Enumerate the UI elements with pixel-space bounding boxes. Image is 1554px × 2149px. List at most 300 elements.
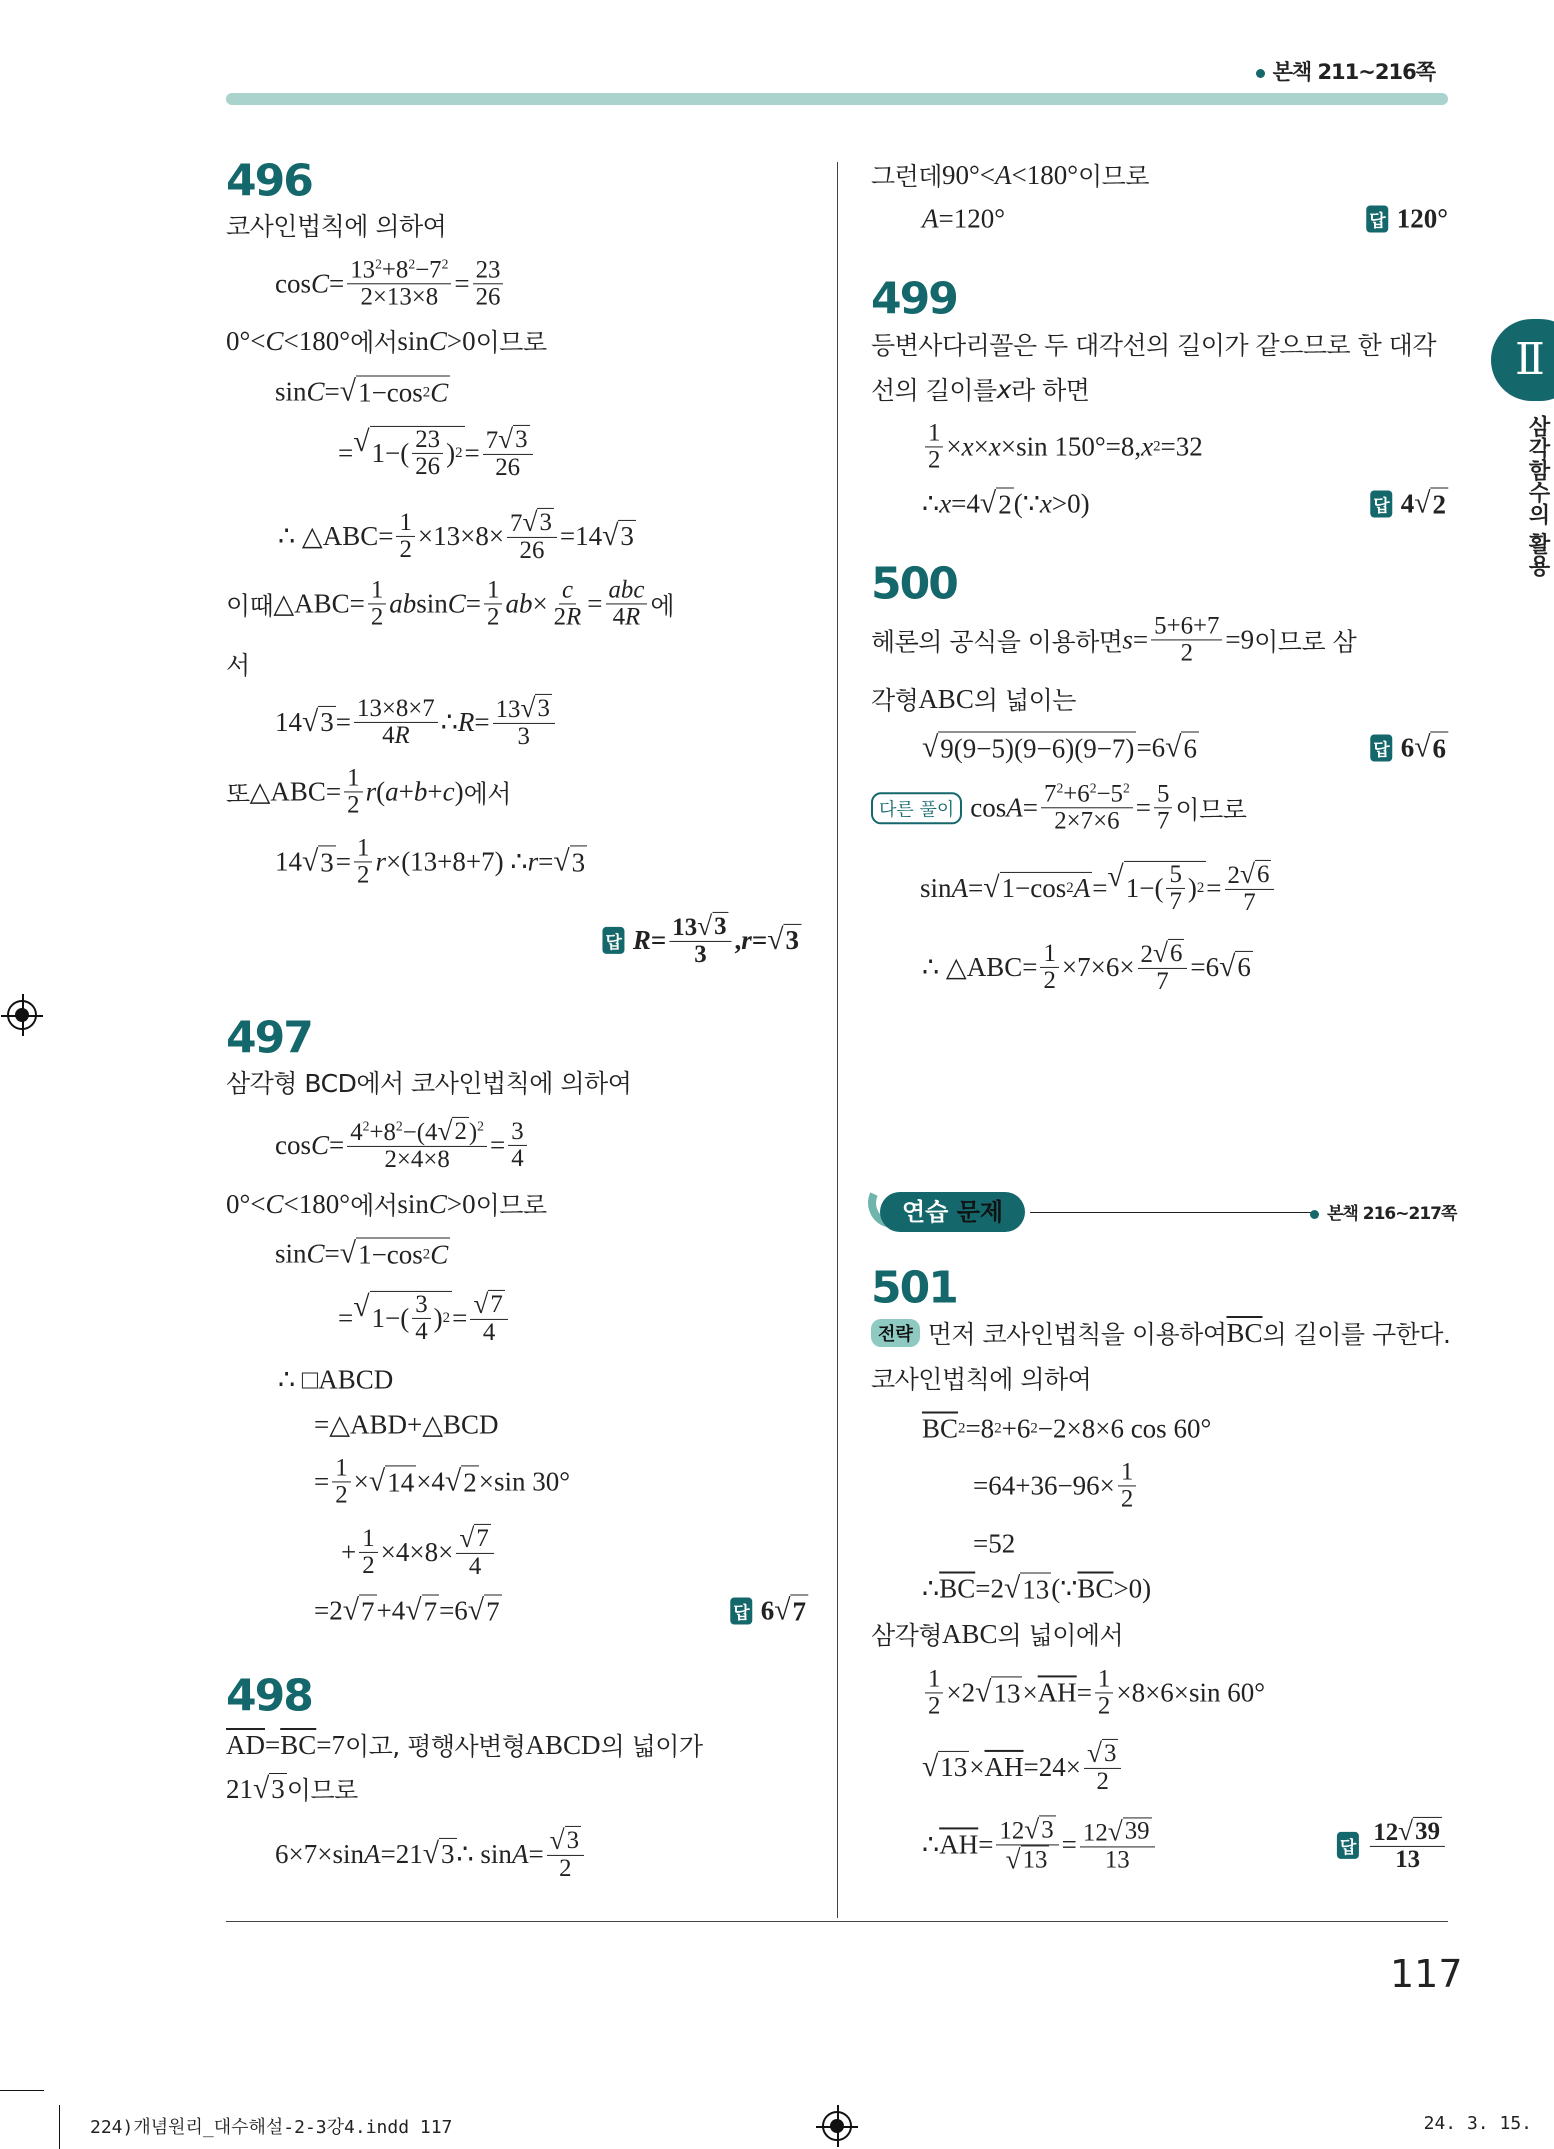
math-variable: x (1039, 488, 1052, 519)
denominator (359, 1553, 377, 1579)
math-text: 12 (999, 1817, 1025, 1845)
numerator (412, 1292, 430, 1319)
numerator (354, 695, 438, 722)
math-text: 1−( (1125, 873, 1164, 903)
math-text: = (452, 1302, 468, 1333)
math-text: 2 (399, 535, 412, 563)
radical-icon: √ (498, 423, 514, 454)
fraction (470, 1290, 507, 1346)
answer-497 (730, 1595, 808, 1628)
square-root (302, 846, 336, 879)
radicand (513, 425, 529, 454)
bullet-icon (1310, 1210, 1319, 1219)
math-text: =32 (1160, 431, 1203, 462)
math-text: 6 (1169, 939, 1183, 967)
fraction (925, 1666, 943, 1719)
math-text: ∴ △ABC= (922, 951, 1038, 982)
radicand (1255, 860, 1271, 889)
korean-text: 헤론의 공식을 이용하면 (871, 627, 1123, 656)
math-text: sin (275, 376, 307, 407)
radicand (1021, 1846, 1050, 1875)
solution-line (871, 681, 1076, 717)
solution-line (871, 371, 1089, 407)
radicand (570, 846, 588, 879)
math-text: ) (446, 438, 456, 468)
numerator (354, 835, 372, 862)
crop-mark (59, 2105, 60, 2149)
math-variable: ab (389, 588, 417, 619)
math-text: =7 (316, 1729, 345, 1760)
math-text: 6 (1432, 733, 1446, 763)
math-text: 7 (485, 426, 499, 454)
math-text: sin (275, 1238, 307, 1269)
square-root (1108, 1817, 1152, 1846)
exponent: 2 (375, 256, 382, 272)
math-text: 4 (1400, 488, 1415, 519)
korean-text: 이므로 (1175, 795, 1247, 824)
problem-number-499: 499 (871, 273, 957, 325)
fraction (551, 577, 585, 630)
math-text: , (734, 924, 742, 955)
square-root (423, 1838, 457, 1871)
exponent: 2 (362, 1118, 370, 1134)
math-variable: A (922, 203, 939, 234)
radicand (356, 376, 450, 409)
bullet-icon (1256, 69, 1265, 78)
math-text: 4 (382, 721, 395, 749)
square-root (1153, 939, 1184, 968)
crop-mark (0, 2090, 44, 2091)
solution-line (275, 835, 587, 888)
fraction (354, 835, 372, 888)
square-root (975, 1677, 1022, 1710)
denominator (1040, 968, 1058, 994)
math-text: = (1092, 872, 1108, 903)
math-text: 5 (1169, 860, 1182, 888)
math-text: 1−( (371, 1303, 410, 1333)
denominator (925, 1694, 943, 1720)
math-text: 2 (1096, 1768, 1109, 1795)
solution-line (922, 1739, 1124, 1795)
solution-line (922, 1414, 1211, 1445)
math-text: 3 (714, 912, 727, 940)
math-text: 26 (519, 537, 545, 564)
exponent: 2 (1056, 780, 1064, 796)
math-text: 2×4×8 (384, 1146, 450, 1173)
segment-name: $\overline{BC}$ (280, 1729, 317, 1760)
math-variable: C (265, 325, 284, 356)
square-root (602, 520, 636, 553)
math-text: >0 (446, 1188, 476, 1219)
math-text: = (324, 1238, 340, 1269)
denominator (610, 605, 644, 631)
numerator (1080, 1817, 1155, 1847)
math-variable: R (632, 924, 651, 955)
numerator (412, 427, 443, 454)
denominator (381, 1147, 452, 1173)
math-text: =14 (559, 520, 603, 551)
math-text: = (1132, 624, 1149, 655)
math-text: 12 (1082, 1818, 1108, 1846)
math-text: <180° (283, 325, 351, 356)
math-variable: x (1141, 431, 1154, 462)
math-text: =24× (1023, 1751, 1081, 1782)
square-root (459, 1524, 490, 1553)
math-text: 3 (1041, 1816, 1054, 1844)
fraction (347, 1117, 487, 1173)
math-text: = (538, 846, 554, 877)
math-text: 7 (361, 1596, 375, 1626)
math-text: ×7×6× (1061, 951, 1135, 982)
solution-line (226, 765, 511, 818)
math-text: 5 (1157, 780, 1170, 808)
math-text: × (532, 588, 548, 619)
problem-number-498: 498 (226, 1670, 312, 1722)
numerator (456, 1524, 493, 1554)
numerator (332, 1455, 350, 1482)
square-root (353, 426, 464, 480)
numerator (1370, 1817, 1445, 1847)
exponent: 2 (395, 1118, 403, 1134)
math-text: =9 (1225, 624, 1255, 655)
math-text: =2 (314, 1595, 343, 1626)
fraction (473, 257, 504, 310)
math-text: 6 (1183, 733, 1197, 763)
math-text: 1 (347, 764, 360, 792)
column-divider (837, 162, 838, 1918)
math-text: 6 (1256, 860, 1270, 888)
radical-icon: √ (1003, 1572, 1021, 1605)
radical-icon: √ (339, 375, 357, 408)
math-text: 0°< (226, 1188, 266, 1219)
radical-icon: √ (422, 1837, 439, 1870)
math-variable: x (939, 488, 952, 519)
radical-icon: √ (339, 1237, 357, 1270)
math-text: 7 (510, 509, 523, 537)
math-text: 2 (1120, 1485, 1134, 1513)
math-text: = (751, 924, 768, 955)
math-text: 7 (1243, 889, 1256, 916)
fraction (547, 1826, 584, 1882)
math-text: 13 (1022, 1846, 1048, 1874)
math-text: 3 (566, 1826, 580, 1854)
radical-icon: √ (467, 1594, 485, 1627)
radical-icon: √ (1398, 1815, 1414, 1846)
math-text: 2 (335, 1481, 348, 1509)
math-variable: C (430, 1239, 449, 1269)
solution-line (871, 157, 1149, 193)
radical-icon: √ (302, 845, 319, 878)
math-text: +8 (369, 1118, 396, 1146)
math-text: 2 (362, 1551, 375, 1579)
numerator (1041, 781, 1133, 808)
math-text: 4 (350, 1118, 363, 1146)
fraction (456, 1524, 493, 1580)
radical-icon: √ (522, 506, 538, 537)
radicand (452, 1117, 468, 1146)
math-variable: ab (505, 588, 533, 619)
math-text: ∴ (922, 1573, 940, 1604)
korean-text: 에서 (350, 328, 398, 357)
radicand (537, 508, 553, 537)
radical-icon: √ (1414, 487, 1431, 520)
solution-line (226, 1771, 358, 1807)
radicand (439, 1838, 457, 1871)
math-text: 3 (1104, 1739, 1117, 1767)
numerator (1151, 613, 1222, 640)
fraction (1118, 1459, 1136, 1512)
math-text: 4 (468, 1553, 482, 1580)
radicand (474, 1524, 490, 1553)
square-root (498, 425, 529, 454)
answer-badge: 답 (1370, 735, 1392, 762)
square-root (697, 912, 728, 941)
denominator (556, 1856, 574, 1882)
solution-line (922, 488, 1090, 521)
radical-icon: √ (1107, 860, 1124, 893)
math-text: = (465, 588, 482, 619)
math-text: 2 (463, 1467, 477, 1497)
math-text: = (454, 268, 470, 299)
denominator (344, 793, 362, 819)
korean-text: 그런데 (871, 162, 942, 191)
radical-icon: √ (549, 1824, 565, 1855)
square-root (983, 872, 1092, 905)
math-text: 13 (350, 256, 376, 284)
answer-501 (1337, 1817, 1448, 1873)
radical-icon: √ (1219, 950, 1236, 983)
header-page-reference: 본책 211~216쪽 (1256, 56, 1435, 86)
math-variable: r (741, 924, 752, 955)
math-text: ×(13+8+7) ∴ (385, 846, 528, 877)
segment-name: $\overline{AH}$ (1037, 1677, 1077, 1708)
denominator (412, 454, 443, 480)
math-text: cos (275, 1129, 311, 1160)
section-rule (1030, 1212, 1312, 1213)
denominator (473, 285, 504, 311)
math-text: >0) (1051, 488, 1090, 519)
math-text: =64+36−96× (973, 1470, 1115, 1501)
math-text: 13 (672, 913, 698, 941)
square-root (468, 1595, 502, 1628)
math-text: 14 (275, 846, 302, 877)
math-variable: r (375, 846, 386, 877)
solution-line (973, 1459, 1139, 1512)
square-root (922, 732, 1136, 765)
solution-line: =52 (973, 1528, 1016, 1559)
math-text: =120° (938, 203, 1006, 234)
answer-badge: 답 (1370, 491, 1392, 518)
math-variable: A (951, 872, 969, 903)
radicand (356, 1238, 450, 1271)
math-variable: x (961, 431, 974, 462)
radical-icon: √ (1165, 731, 1182, 764)
radicand (784, 924, 802, 957)
radicand (1124, 861, 1207, 915)
registration-mark-icon (7, 1000, 37, 1030)
math-text: 1 (335, 1454, 348, 1482)
fraction (1370, 1817, 1445, 1873)
denominator (492, 455, 523, 481)
math-text: = (338, 437, 354, 468)
solution-line (314, 1595, 502, 1628)
radical-icon: √ (520, 692, 536, 723)
math-text: 7 (1169, 888, 1182, 915)
math-text: 9(9−5)(9−6)(9−7) (940, 733, 1135, 763)
math-variable: s (1122, 624, 1133, 655)
numerator (1040, 940, 1058, 967)
radical-icon: √ (983, 871, 1000, 904)
solution-line (226, 1727, 703, 1763)
math-text: = (489, 1129, 506, 1160)
footer-filename: 224)개념원리_대수해설-2-3강4.indd 117 (90, 2117, 453, 2138)
radicand (791, 1595, 809, 1628)
radicand (359, 1595, 377, 1628)
math-text: =6 (1136, 732, 1166, 763)
math-text: 3 (537, 694, 550, 722)
math-text: 3 (539, 508, 552, 536)
math-text: 1 (1043, 939, 1056, 967)
math-text: = (324, 376, 340, 407)
korean-text: 선의 길이를 (871, 376, 997, 405)
denominator (1153, 969, 1171, 995)
math-text: sin (920, 872, 952, 903)
denominator (1051, 809, 1122, 835)
footer-date: 24. 3. 15. (1423, 2113, 1532, 2134)
numerator (359, 1525, 377, 1552)
math-text: 3 (694, 941, 707, 968)
header-bar (226, 93, 1448, 105)
math-variable: R (625, 603, 641, 631)
square-root (553, 846, 587, 879)
radicand (370, 426, 465, 480)
square-root (302, 706, 336, 739)
math-text: = (335, 846, 352, 877)
numerator (925, 1666, 943, 1693)
solution-line (922, 204, 1005, 235)
radicand (938, 732, 1136, 765)
radical-icon: √ (1024, 1814, 1040, 1845)
fraction (508, 1118, 526, 1171)
radicand (712, 912, 728, 941)
denominator (1166, 889, 1184, 915)
square-root (1414, 488, 1448, 521)
math-text: 7 (1157, 807, 1170, 835)
math-text: ABC (918, 683, 974, 714)
fraction (412, 427, 443, 480)
numerator (1084, 1739, 1121, 1769)
math-text: 3 (320, 847, 334, 877)
math-text: = (968, 872, 984, 903)
math-text: <180° (283, 1188, 351, 1219)
math-text: 7 (486, 1596, 500, 1626)
radicand (318, 846, 336, 879)
fraction (1084, 1739, 1121, 1795)
exponent: 2 (1066, 880, 1074, 896)
math-text: ×8×6×sin 60° (1116, 1677, 1266, 1708)
math-text: 13 (940, 1752, 968, 1782)
math-text: 2 (928, 446, 941, 474)
solution-line (275, 376, 450, 409)
fraction (1138, 939, 1188, 995)
denominator (484, 605, 502, 631)
solution-line (275, 257, 506, 310)
math-text: +6 (1063, 780, 1090, 808)
math-text: × (946, 431, 962, 462)
chapter-tab: Ⅱ (1491, 319, 1554, 401)
math-text: 26 (495, 454, 521, 481)
radical-icon: √ (459, 1522, 475, 1553)
radical-icon: √ (697, 910, 713, 941)
radicand (1413, 1817, 1442, 1846)
math-text: ) (433, 1303, 443, 1333)
math-text: 13 (993, 1678, 1021, 1708)
exponent: 2 (441, 256, 449, 272)
radical-icon: √ (253, 1772, 270, 1805)
korean-text: 또 (226, 779, 250, 808)
math-text: 1 (357, 834, 370, 862)
radical-icon: √ (1414, 731, 1431, 764)
korean-text: 각형 (871, 686, 919, 715)
math-variable: C (311, 268, 330, 299)
math-text: ∴ (922, 1829, 940, 1860)
radical-icon: √ (302, 705, 319, 738)
korean-text: 먼저 코사인법칙을 이용하여 (927, 1320, 1227, 1349)
math-text: 2 (1227, 861, 1240, 889)
section-page-reference: 본책 216~217쪽 (1310, 1199, 1456, 1224)
math-text: 6 (760, 1595, 775, 1626)
math-variable: R (457, 706, 475, 737)
korean-text: 에서 (463, 779, 511, 808)
problem-number-497: 497 (226, 1012, 312, 1064)
math-text: ×4 (416, 1466, 445, 1497)
korean-text: 이므로 삼 (1254, 627, 1357, 656)
numerator (347, 1117, 487, 1147)
math-text: 13 (1022, 1574, 1050, 1604)
radicand (1039, 1815, 1055, 1844)
answer-500 (1370, 732, 1448, 765)
solution-line (226, 323, 547, 359)
math-text: = (978, 1829, 994, 1860)
math-text: 3 (785, 925, 799, 955)
solution-line: =△ABD+△BCD (314, 1409, 499, 1440)
math-text: 13 (495, 695, 521, 723)
fraction (1080, 1817, 1155, 1873)
denominator (925, 448, 943, 474)
problem-number-500: 500 (871, 558, 957, 610)
math-text: 2 (1043, 966, 1056, 994)
korean-text: 라 하면 (1011, 376, 1090, 405)
fraction (484, 577, 502, 630)
math-text: 1 (399, 508, 412, 536)
radicand (991, 1677, 1022, 1710)
radicand (996, 488, 1014, 521)
numerator (347, 257, 451, 284)
radical-icon: √ (922, 731, 939, 764)
bottom-rule (226, 1921, 1448, 1922)
denominator (1392, 1847, 1423, 1873)
math-text: 2 (559, 1855, 572, 1882)
answer-badge: 답 (730, 1598, 752, 1625)
math-text: 7 (1044, 780, 1057, 808)
denominator (691, 942, 709, 968)
numerator (996, 1815, 1058, 1845)
square-root (353, 1291, 452, 1345)
math-text: 1 (928, 419, 941, 447)
math-text: 90°< (941, 159, 995, 190)
solution-line (922, 420, 1203, 473)
fraction (347, 257, 451, 310)
